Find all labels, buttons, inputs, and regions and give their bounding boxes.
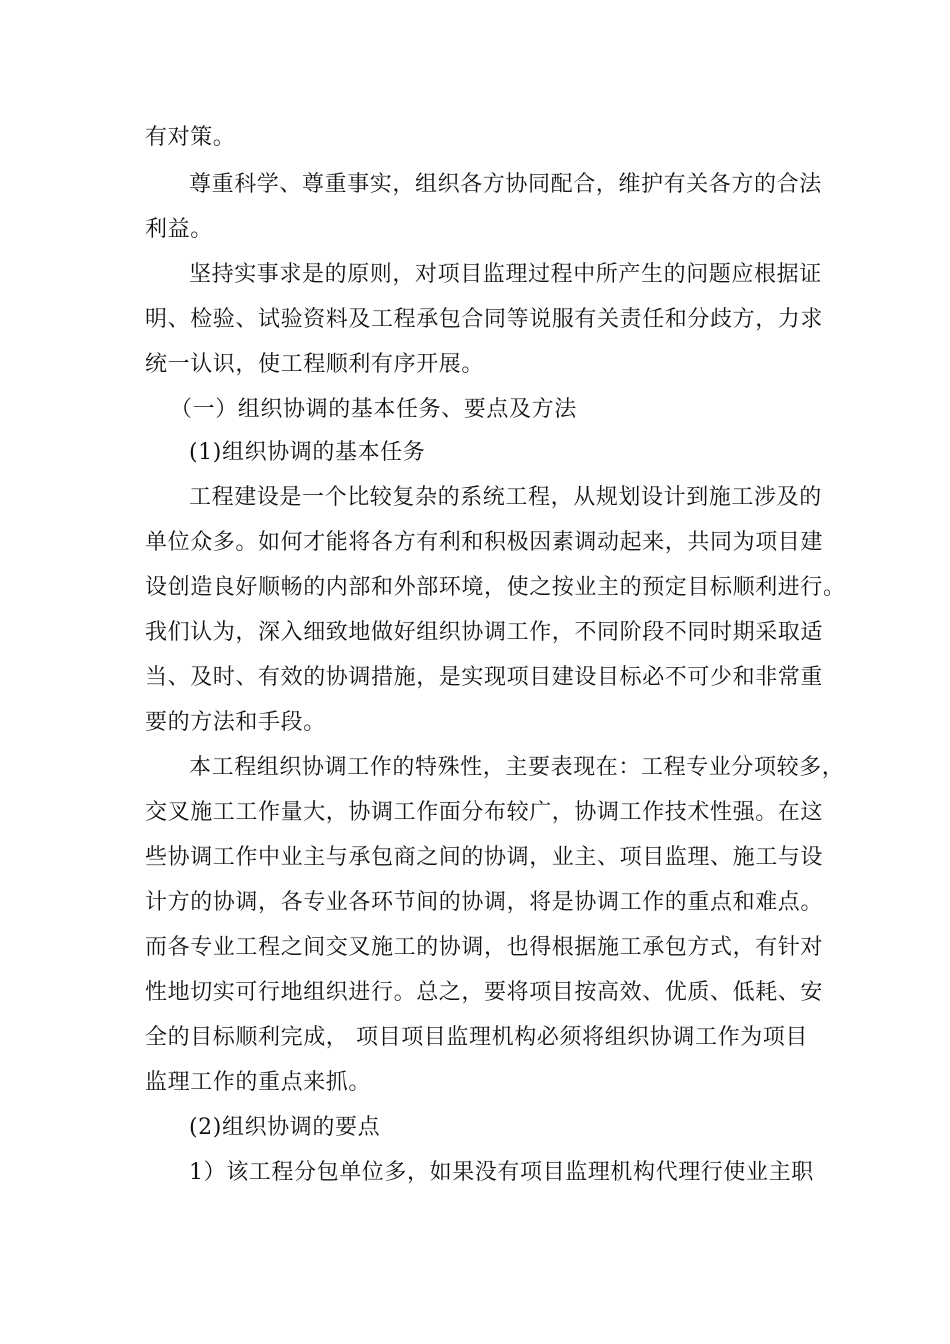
text-line: 利益。 (145, 217, 213, 242)
text-line: 明、检验、试验资料及工程承包合同等说服有关责任和分歧方，力求 (145, 307, 824, 332)
text-line: 些协调工作中业主与承包商之间的协调，业主、项目监理、施工与设 (145, 845, 824, 870)
text-line: 要的方法和手段。 (145, 710, 326, 735)
text-line: 统一认识，使工程顺利有序开展。 (145, 352, 485, 377)
subsection-heading: (2)组织协调的要点 (189, 1115, 381, 1140)
subsection-heading: (1)组织协调的基本任务 (189, 440, 426, 465)
text-line: 计方的协调，各专业各环节间的协调，将是协调工作的重点和难点。 (145, 890, 824, 915)
text-line: 单位众多。如何才能将各方有利和积极因素调动起来，共同为项目建 (145, 530, 824, 555)
paragraph-start-line: 坚持实事求是的原则，对项目监理过程中所产生的问题应根据证 (189, 262, 822, 287)
paragraph-start-line: 本工程组织协调工作的特殊性，主要表现在：工程专业分项较多， (189, 755, 845, 780)
text-line: 全的目标顺利完成， 项目项目监理机构必须将组织协调工作为项目 (145, 1025, 808, 1050)
text-line: 当、及时、有效的协调措施，是实现项目建设目标必不可少和非常重 (145, 665, 824, 690)
text-line: 设创造良好顺畅的内部和外部环境，使之按业主的预定目标顺利进行。 (145, 575, 846, 600)
paragraph-start-line: 1）该工程分包单位多，如果没有项目监理机构代理行使业主职 (189, 1160, 814, 1185)
section-heading: （一）组织协调的基本任务、要点及方法 (170, 397, 577, 422)
text-line: 而各专业工程之间交叉施工的协调，也得根据施工承包方式，有针对 (145, 935, 824, 960)
text-line: 性地切实可行地组织进行。总之，要将项目按高效、优质、低耗、安 (145, 980, 824, 1005)
text-line: 监理工作的重点来抓。 (145, 1070, 372, 1095)
text-line: 交叉施工工作量大，协调工作面分布较广，协调工作技术性强。在这 (145, 800, 824, 825)
text-line: 有对策。 (145, 125, 236, 150)
paragraph-start-line: 尊重科学、尊重事实，组织各方协同配合，维护有关各方的合法 (189, 172, 822, 197)
text-line: 我们认为，深入细致地做好组织协调工作，不同阶段不同时期采取适 (145, 620, 824, 645)
paragraph-start-line: 工程建设是一个比较复杂的系统工程，从规划设计到施工涉及的 (189, 485, 822, 510)
